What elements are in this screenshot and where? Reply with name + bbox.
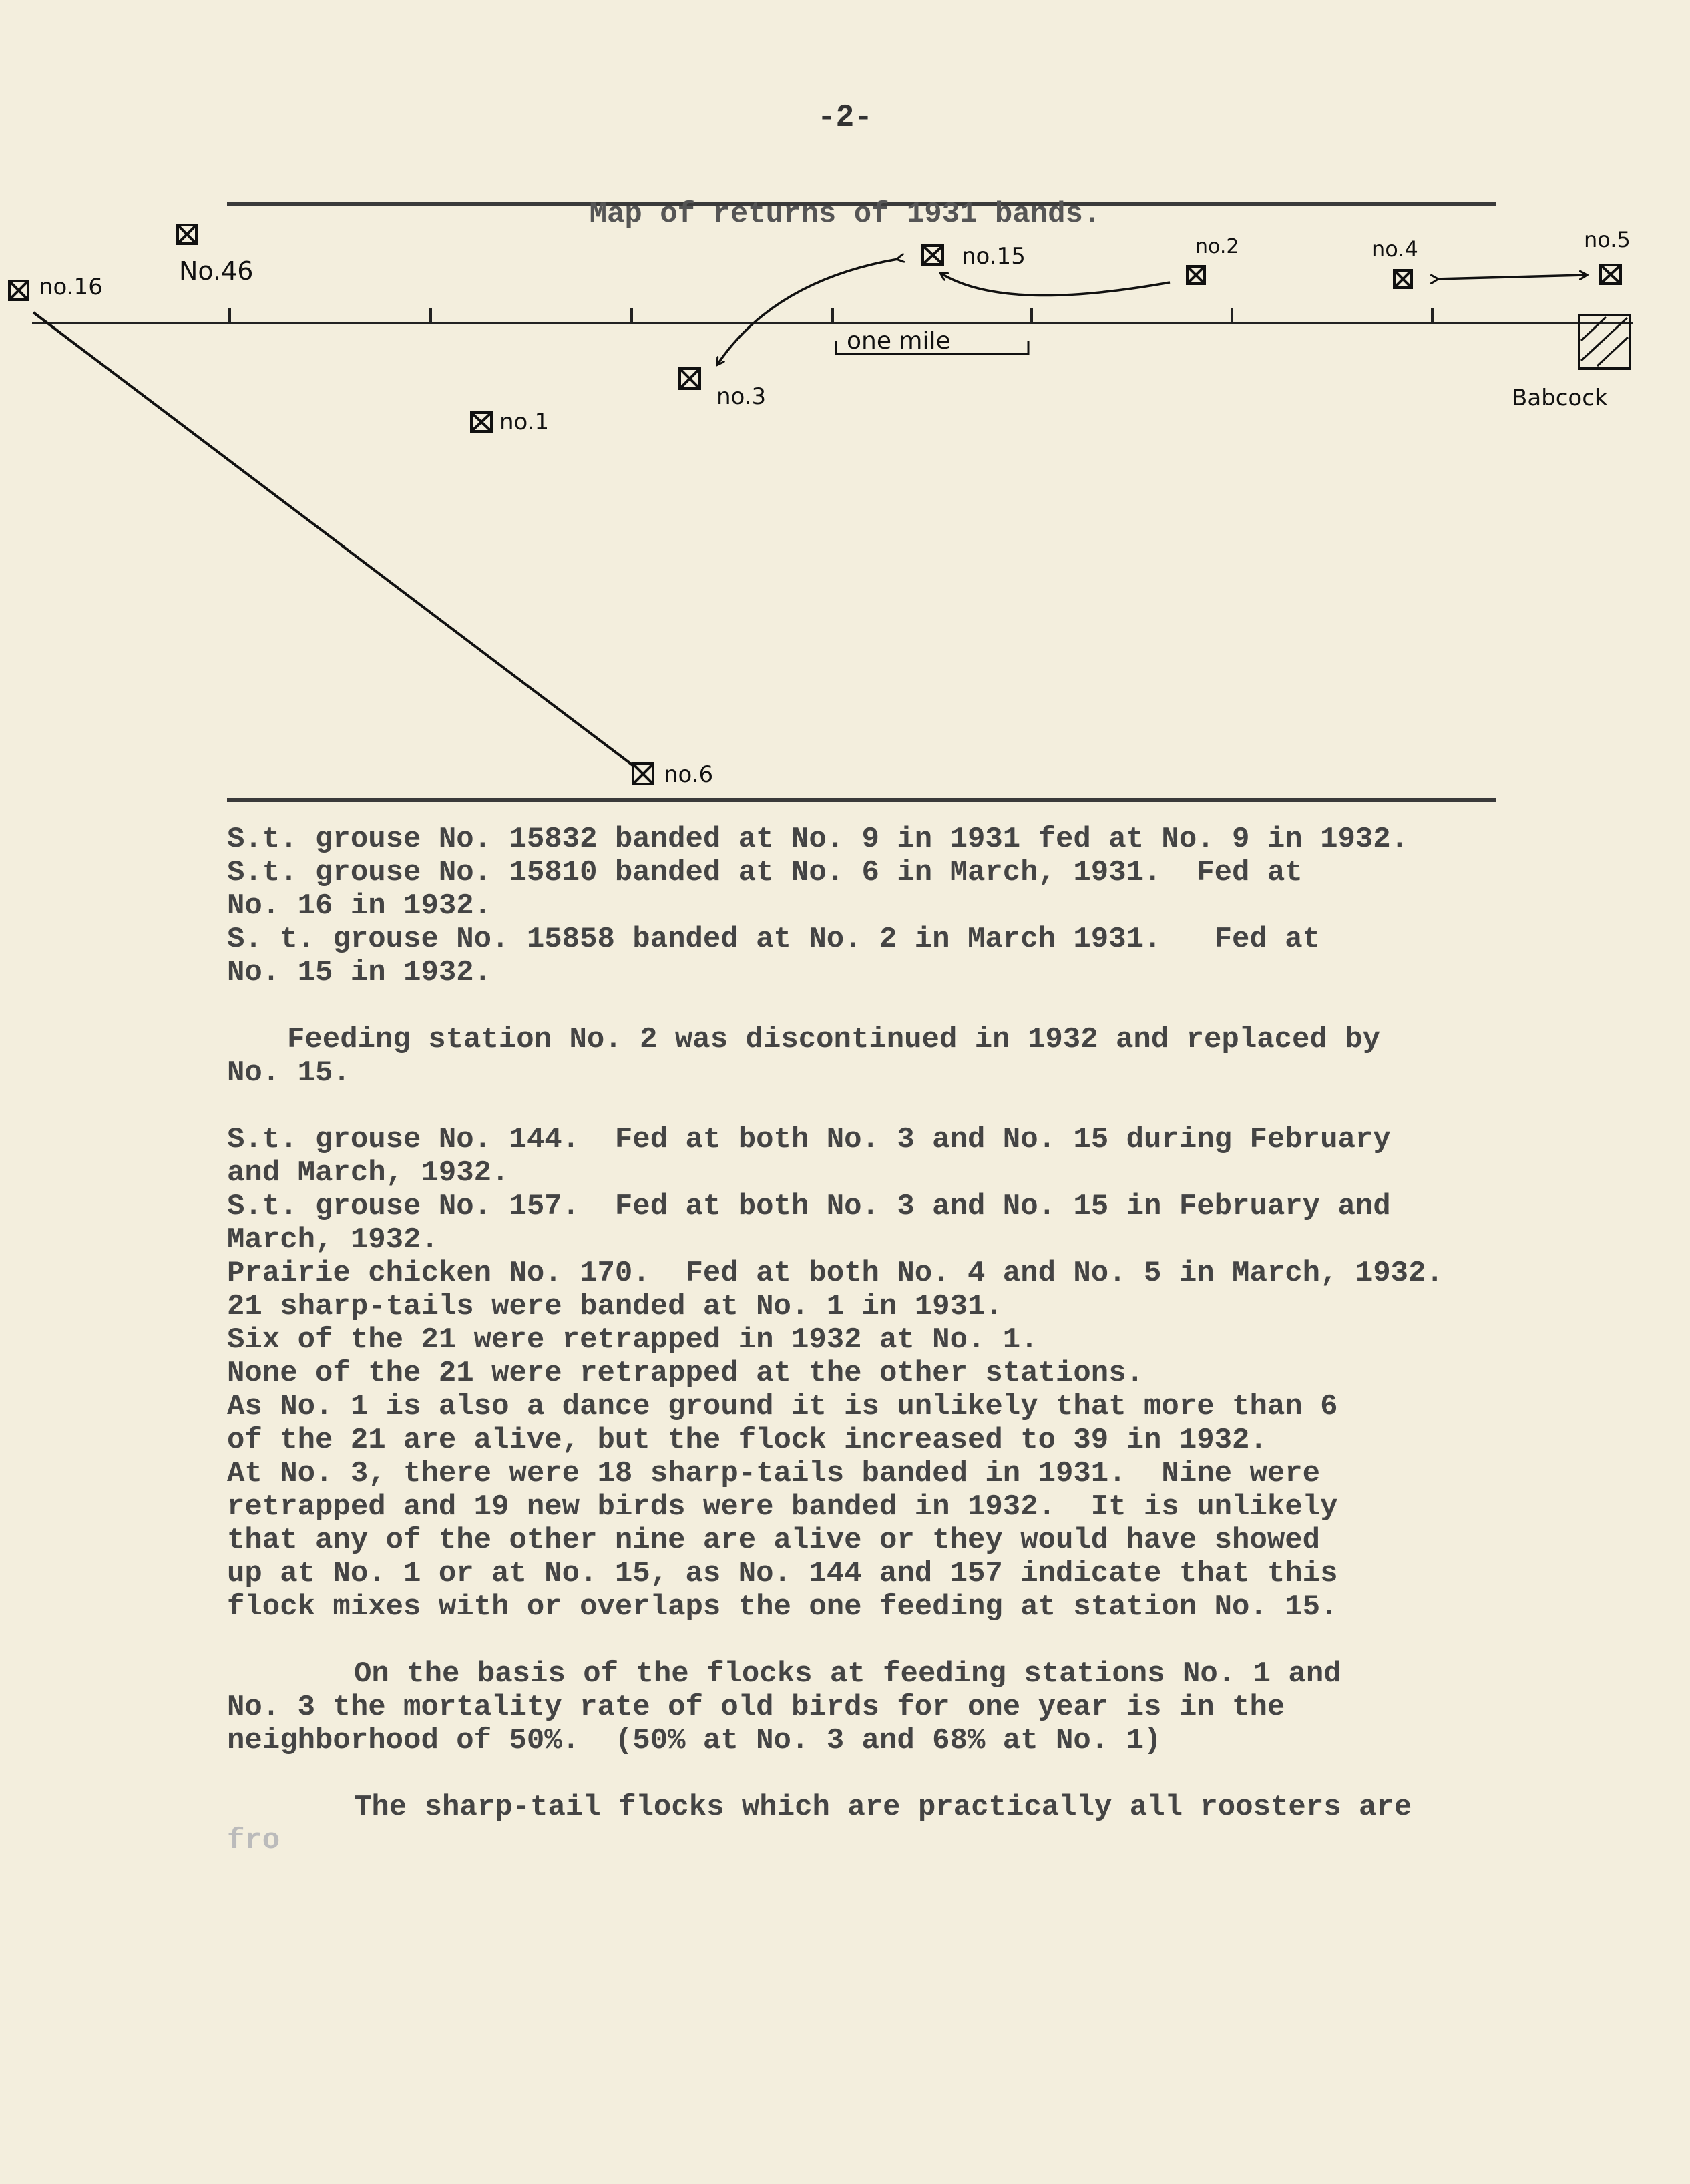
text-line: S.t. grouse No. 15810 banded at No. 6 in March, 1931. Fed at — [227, 856, 1303, 889]
station-box-no16 — [9, 281, 28, 300]
body-text — [227, 823, 1623, 1858]
label-no16: no.16 — [39, 274, 103, 300]
station-box-no5 — [1601, 265, 1621, 284]
label-no2: no.2 — [1195, 235, 1239, 258]
text-line: Feeding station No. 2 was discontinued in 1932 and replaced by — [287, 1023, 1381, 1056]
station-box-no3 — [680, 369, 700, 389]
label-no46: No.46 — [179, 256, 254, 286]
station-box-no15 — [923, 246, 943, 264]
text-line: No. 16 in 1932. — [227, 889, 492, 923]
text-line: that any of the other nine are alive or they would have showed — [227, 1524, 1321, 1557]
map-drawing — [0, 0, 1690, 821]
mile-ticks — [230, 308, 1432, 323]
text-line: No. 3 the mortality rate of old birds for one year is in the — [227, 1691, 1285, 1724]
text-line: As No. 1 is also a dance ground it is unlikely that more than 6 — [227, 1390, 1338, 1424]
station-box-no1 — [471, 413, 491, 431]
station-box-no6 — [633, 764, 653, 784]
label-no6: no.6 — [664, 761, 714, 788]
text-line: neighborhood of 50%. (50% at No. 3 and 68% at No. 1) — [227, 1724, 1162, 1757]
map-title: Map of returns of 1931 bands. — [589, 198, 1101, 231]
text-line: None of the 21 were retrapped at the other stations. — [227, 1357, 1144, 1390]
label-babcock: Babcock — [1512, 385, 1608, 411]
text-line: On the basis of the flocks at feeding stations No. 1 and — [354, 1657, 1341, 1691]
text-line: March, 1932. — [227, 1223, 439, 1257]
text-line: At No. 3, there were 18 sharp-tails banded in 1931. Nine were — [227, 1457, 1321, 1490]
text-line: No. 15. — [227, 1056, 351, 1090]
text-line: up at No. 1 or at No. 15, as No. 144 and 157 indicate that this — [227, 1557, 1338, 1590]
arrow-no4-no5 — [1437, 275, 1586, 279]
line-no16-no6 — [33, 312, 634, 767]
text-line: S.t. grouse No. 157. Fed at both No. 3 and No. 15 in February and — [227, 1190, 1391, 1223]
text-line: S.t. grouse No. 144. Fed at both No. 3 and No. 15 during February — [227, 1123, 1391, 1156]
text-line: The sharp-tail flocks which are practically all roosters are — [354, 1791, 1412, 1824]
arrow-no2-no15 — [941, 274, 1170, 296]
text-line: fro — [227, 1824, 280, 1858]
station-box-no2 — [1187, 266, 1205, 284]
text-line: S. t. grouse No. 15858 banded at No. 2 in March 1931. Fed at — [227, 923, 1321, 956]
text-line: Prairie chicken No. 170. Fed at both No. 4 and No. 5 in March, 1932. — [227, 1257, 1444, 1290]
label-no3: no.3 — [716, 383, 767, 410]
bottom-rule — [227, 798, 1496, 802]
text-line: flock mixes with or overlaps the one feeding at station No. 15. — [227, 1590, 1338, 1624]
label-no5: no.5 — [1584, 227, 1631, 252]
text-line: retrapped and 19 new birds were banded in 1932. It is unlikely — [227, 1490, 1338, 1524]
station-box-no46 — [178, 225, 196, 244]
label-no15: no.15 — [962, 243, 1026, 270]
text-line: 21 sharp-tails were banded at No. 1 in 1931. — [227, 1290, 1003, 1323]
text-line: and March, 1932. — [227, 1156, 509, 1190]
text-line: of the 21 are alive, but the flock increased to 39 in 1932. — [227, 1424, 1267, 1457]
text-line: S.t. grouse No. 15832 banded at No. 9 in 1931 fed at No. 9 in 1932. — [227, 823, 1409, 856]
text-line: No. 15 in 1932. — [227, 956, 492, 990]
label-no4: no.4 — [1371, 236, 1418, 262]
page-number: -2- — [817, 100, 873, 135]
station-box-no4 — [1394, 270, 1412, 288]
text-line: Six of the 21 were retrapped in 1932 at No. 1. — [227, 1323, 1038, 1357]
label-one-mile: one mile — [847, 327, 951, 355]
label-no1: no.1 — [499, 409, 550, 435]
